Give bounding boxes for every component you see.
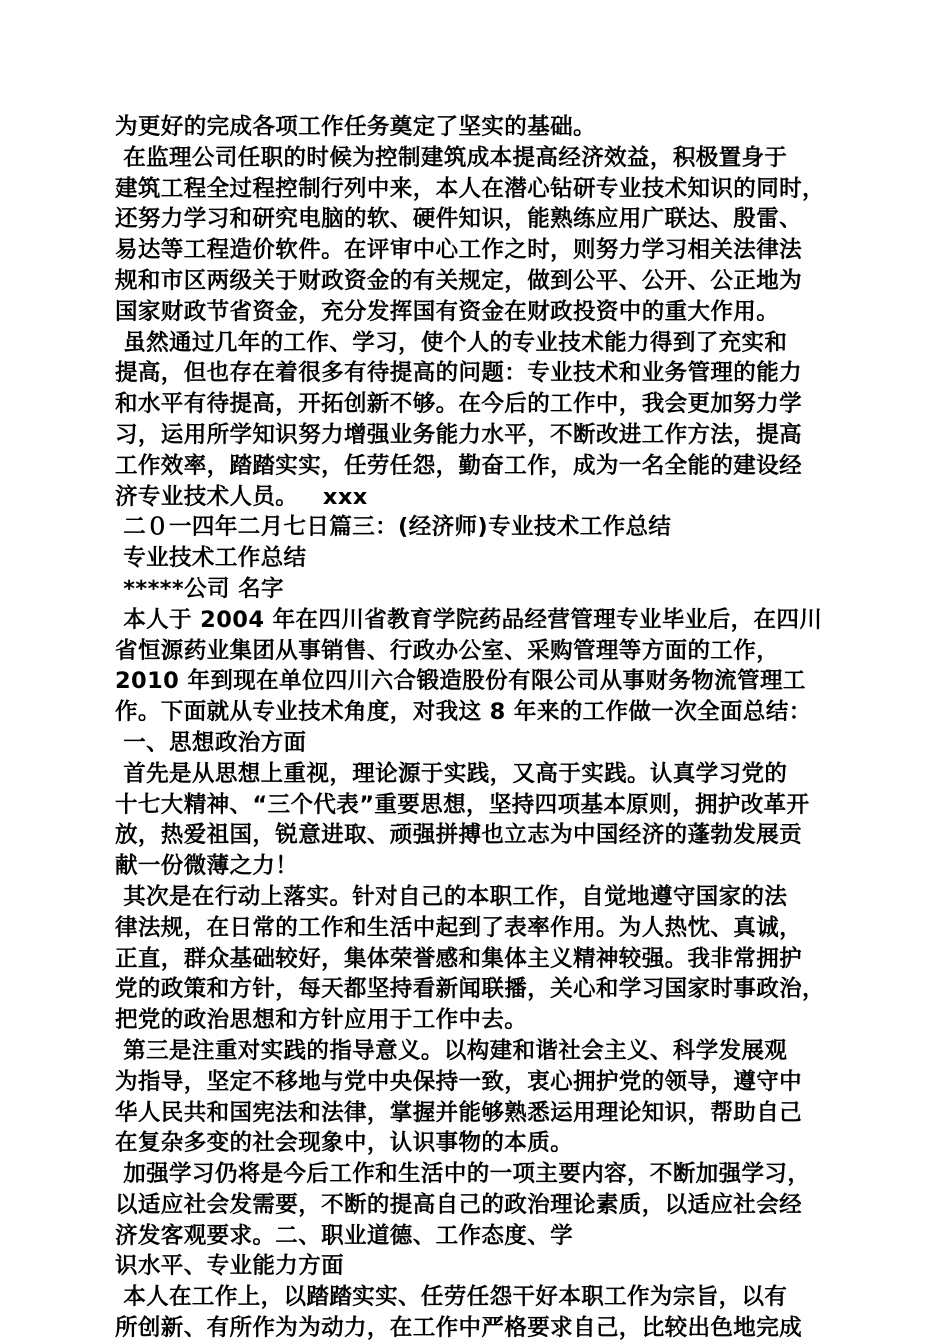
text-line: 济发客观要求。二、职业道德、工作态度、学 (115, 1222, 574, 1249)
document-title: 专业技术工作总结 (115, 545, 307, 572)
text-line: 本人于 2004 年在四川省教育学院药品经营管理专业毕业后，在四川 (115, 606, 823, 633)
text-line: 为更好的完成各项工作任务奠定了坚实的基础。 (115, 114, 596, 140)
text-line: 律法规，在日常的工作和生活中起到了表率作用。为人热忱、真诚， (115, 914, 803, 941)
section-title-line: 二０一四年二月七日篇三：(经济师)专业技术工作总结 (115, 514, 672, 541)
text-line: 放，热爱祖国，锐意进取、顽强拼搏也立志为中国经济的蓬勃发展贡 (115, 822, 803, 849)
text-line: 工作效率，踏踏实实，任劳任怨，勤奋工作，成为一名全能的建设经 (115, 452, 803, 479)
text-line: 国家财政节省资金，充分发挥国有资金在财政投资中的重大作用。 (115, 298, 780, 325)
text-line: 习，运用所学知识努力增强业务能力水平，不断改进工作方法，提高 (115, 421, 803, 448)
document-body (115, 112, 845, 1344)
text-line: 为指导，坚定不移地与党中央保持一致，衷心拥护党的领导，遵守中 (115, 1068, 803, 1095)
author-line: *****公司 名字 (115, 575, 284, 602)
text-line: 和水平有待提高，开拓创新不够。在今后的工作中，我会更加努力学 (115, 391, 803, 418)
text-line: 提高，但也存在着很多有待提高的问题：专业技术和业务管理的能力 (115, 360, 803, 387)
text-line: 建筑工程全过程控制行列中来，本人在潜心钻研专业技术知识的同时， (115, 175, 825, 202)
text-line: 献一份微薄之力！ (115, 853, 299, 880)
text-line: 2010 年到现在单位四川六合锻造股份有限公司从事财务物流管理工 (115, 668, 806, 695)
text-line: 首先是从思想上重视，理论源于实践，又高于实践。认真学习党的 (115, 760, 788, 787)
section-heading: 识水平、专业能力方面 (115, 1253, 345, 1280)
text-line: 在复杂多变的社会现象中，认识事物的本质。 (115, 1130, 574, 1157)
text-line: 易达等工程造价软件。在评审中心工作之时，则努力学习相关法律法 (115, 237, 803, 264)
section-heading: 一、思想政治方面 (115, 729, 307, 756)
text-line: 本人在工作上，以踏踏实实、任劳任怨干好本职工作为宗旨，以有 (115, 1284, 788, 1311)
text-line: 党的政策和方针，每天都坚持看新闻联播，关心和学习国家时事政治， (115, 976, 825, 1003)
text-line: 规和市区两级关于财政资金的有关规定，做到公平、公开、公正地为 (115, 267, 803, 294)
text-line: 正直，群众基础较好，集体荣誉感和集体主义精神较强。我非常拥护 (115, 945, 803, 972)
text-line: 加强学习仍将是今后工作和生活中的一项主要内容，不断加强学习， (115, 1161, 811, 1188)
text-line: 还努力学习和研究电脑的软、硬件知识，能熟练应用广联达、殷雷、 (115, 206, 803, 233)
text-line: 在监理公司任职的时候为控制建筑成本提高经济效益，积极置身于 (115, 144, 788, 171)
text-line: 作。下面就从专业技术角度，对我这 8 年来的工作做一次全面总结： (115, 699, 812, 726)
text-line: 把党的政治思想和方针应用于工作中去。 (115, 1007, 528, 1034)
text-line: 第三是注重对实践的指导意义。以构建和谐社会主义、科学发展观 (115, 1037, 788, 1064)
text-line: 虽然通过几年的工作、学习，使个人的专业技术能力得到了充实和 (115, 329, 788, 356)
text-line: 十七大精神、“三个代表”重要思想，坚持四项基本原则，拥护改革开 (115, 791, 810, 818)
text-line: 以适应社会发需要，不断的提高自己的政治理论素质，以适应社会经 (115, 1191, 803, 1218)
text-line: 省恒源药业集团从事销售、行政办公室、采购管理等方面的工作， (115, 637, 780, 664)
text-line: 所创新、有所作为为动力，在工作中严格要求自己，比较出色地完成 (115, 1315, 803, 1342)
text-line: 华人民共和国宪法和法律，掌握并能够熟悉运用理论知识，帮助自己 (115, 1099, 803, 1126)
signature-line: 济专业技术人员。 xxx (115, 483, 368, 510)
text-line: 其次是在行动上落实。针对自己的本职工作，自觉地遵守国家的法 (115, 883, 788, 910)
